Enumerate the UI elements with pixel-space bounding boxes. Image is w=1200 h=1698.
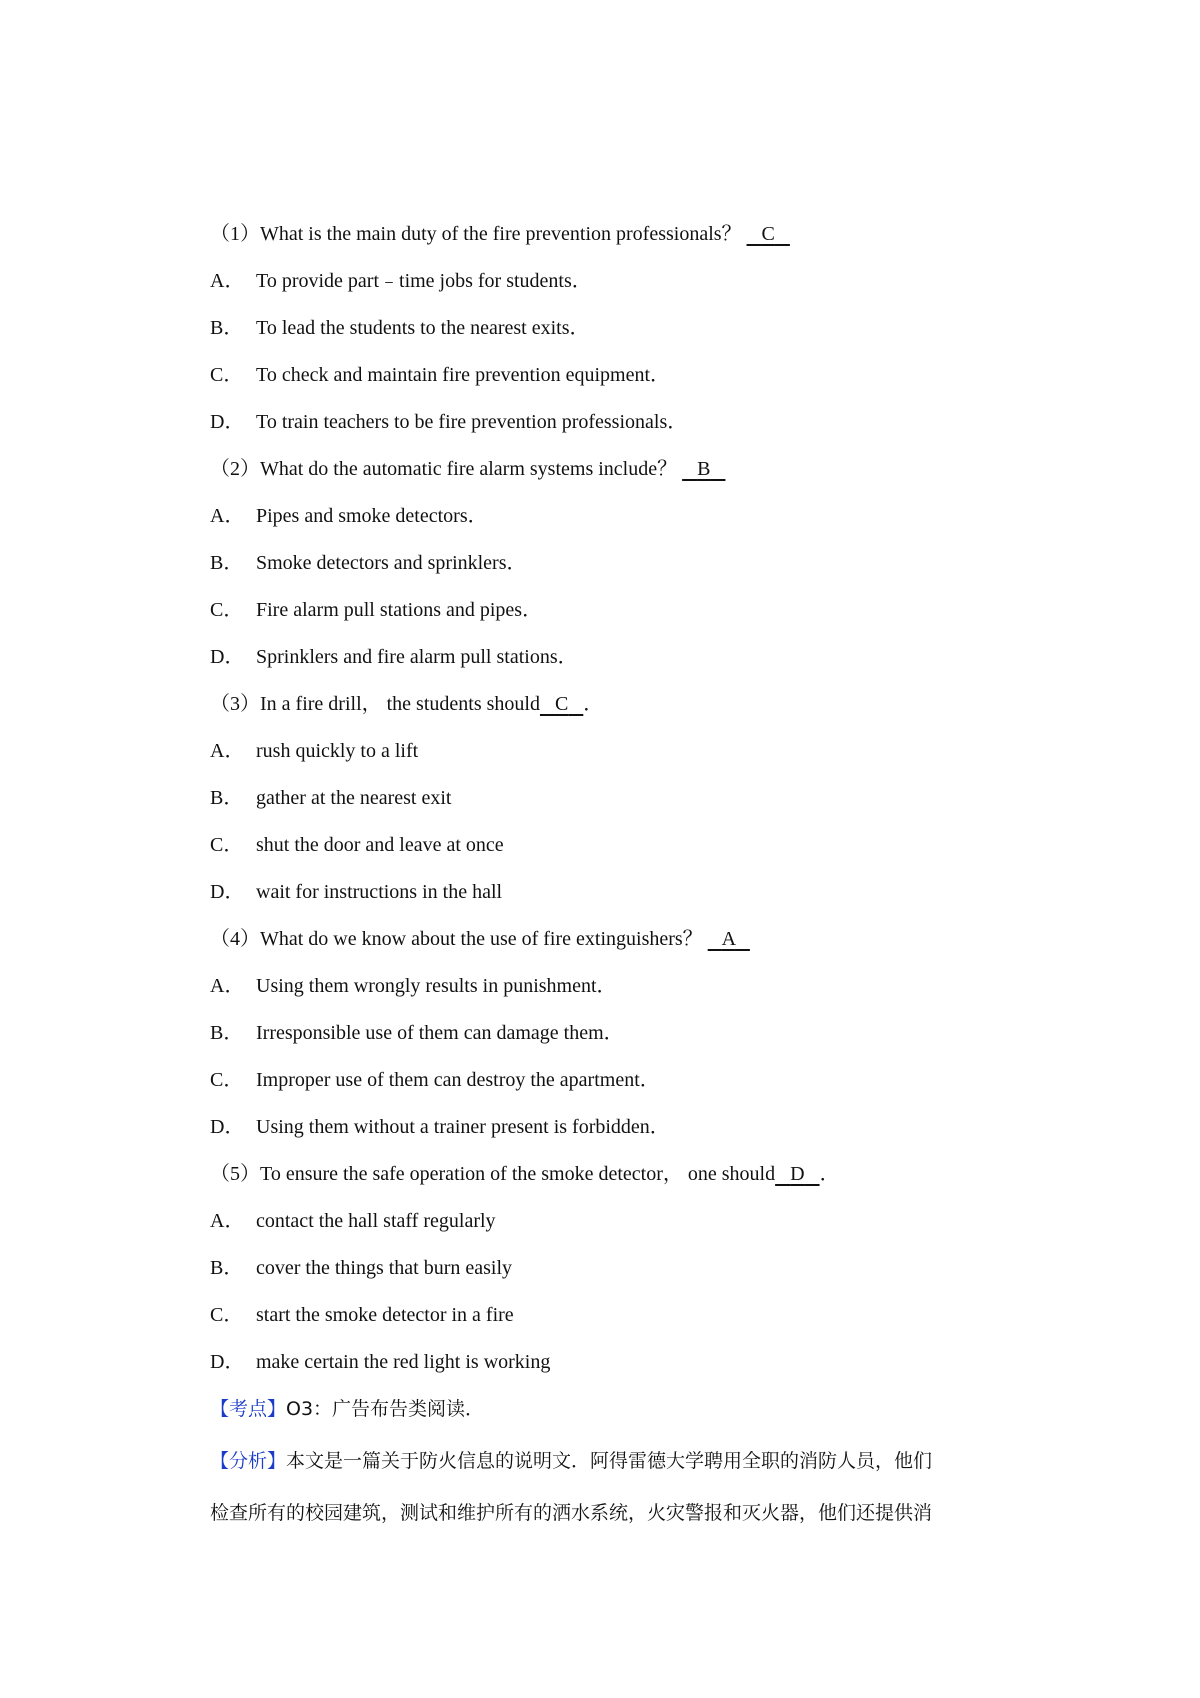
fenxi-tag: 【分析】 [210,1450,287,1472]
answer-blank [747,221,790,247]
question-stem: What do the automatic fire alarm systems include？ [260,458,678,480]
question-stem: What is the main duty of the fire prevention professionals？ [260,223,742,245]
question-number: （4） [210,928,260,950]
option-c [210,1067,660,1093]
fenxi-text-1: 本文是一篇关于防火信息的说明文．阿得雷德大学聘用全职的消防人员，他们 [286,1450,933,1472]
option-text: contact the hall staff regularly [256,1210,496,1232]
answer-blank [708,926,750,952]
option-letter: C． [210,834,244,856]
question-5 [210,1161,840,1187]
answer-blank [775,1161,819,1187]
question-number: （3） [210,693,260,715]
option-letter: C． [210,1304,244,1326]
answer-letter: C [554,693,569,715]
option-letter: B． [210,787,244,809]
option-letter: B． [210,1257,244,1279]
option-letter: A． [210,975,245,997]
option-d [210,644,578,670]
question-1 [210,221,790,247]
option-letter: B． [210,552,244,574]
answer-letter: C [761,223,775,245]
kaodian-tag: 【考点】 [210,1398,287,1420]
option-letter: C． [210,599,244,621]
question-3 [210,691,603,717]
option-text: gather at the nearest exit [256,787,452,809]
option-letter: D． [210,1116,245,1138]
option-text: Using them wrongly results in punishment． [256,975,617,997]
question-stem: In a fire drill， the students should [260,693,540,715]
option-text: start the smoke detector in a fire [256,1304,514,1326]
option-letter: A． [210,505,245,527]
option-text: shut the door and leave at once [256,834,504,856]
option-letter: D． [210,646,245,668]
option-letter: D． [210,881,245,903]
option-text: wait for instructions in the hall [256,881,503,903]
option-c [210,832,504,858]
option-letter: D． [210,1351,245,1373]
option-letter: C． [210,364,244,386]
option-c [210,597,542,623]
answer-blank [682,456,725,482]
question-stem: To ensure the safe operation of the smoke detector， one should [260,1163,776,1185]
fenxi-line-2 [210,1500,932,1526]
option-letter: A． [210,1210,245,1232]
option-d [210,1114,670,1140]
option-letter: B． [210,317,244,339]
fenxi-text-2: 检查所有的校园建筑，测试和维护所有的洒水系统，火灾警报和灭火器，他们还提供消 [210,1502,933,1524]
question-tail: ． [583,693,604,715]
option-letter: B． [210,1022,244,1044]
option-text: Smoke detectors and sprinklers． [256,552,527,574]
option-text: Using them without a trainer present is forbidden． [256,1116,670,1138]
option-text: rush quickly to a lift [256,740,419,762]
option-b [210,315,590,341]
option-c [210,1302,514,1328]
question-number: （2） [210,458,260,480]
option-text: Irresponsible use of them can damage them． [256,1022,624,1044]
option-d [210,1349,550,1375]
option-d [210,879,502,905]
option-text: make certain the red light is working [256,1351,551,1373]
question-2 [210,456,725,482]
option-c [210,362,670,388]
option-text: Pipes and smoke detectors． [256,505,488,527]
option-letter: D． [210,411,245,433]
option-b [210,785,451,811]
option-letter: C． [210,1069,244,1091]
kaodian-text: O3：广告布告类阅读． [286,1398,485,1420]
answer-blank [540,691,583,717]
question-number: （5） [210,1163,260,1185]
answer-letter: D [790,1163,805,1185]
option-b [210,1020,624,1046]
option-b [210,550,527,576]
question-tail: ． [819,1163,840,1185]
option-a [210,503,488,529]
question-stem: What do we know about the use of fire extinguishers？ [260,928,703,950]
option-text: To provide part﹣time jobs for students． [256,270,592,292]
option-text: Fire alarm pull stations and pipes． [256,599,543,621]
option-b [210,1255,512,1281]
kaodian-line [210,1396,484,1422]
option-a [210,973,617,999]
option-text: To train teachers to be fire prevention professionals． [256,411,688,433]
option-text: Improper use of them can destroy the apartment． [256,1069,660,1091]
option-a [210,1208,496,1234]
question-4 [210,926,750,952]
option-d [210,409,687,435]
option-text: Sprinklers and fire alarm pull stations． [256,646,578,668]
question-number: （1） [210,223,260,245]
option-text: cover the things that burn easily [256,1257,513,1279]
option-a [210,268,592,294]
fenxi-line-1 [210,1448,932,1474]
answer-letter: B [697,458,711,480]
option-a [210,738,418,764]
option-letter: A． [210,740,245,762]
option-letter: A． [210,270,245,292]
option-text: To lead the students to the nearest exits． [256,317,590,339]
option-text: To check and maintain fire prevention equipment． [256,364,671,386]
answer-letter: A [721,928,735,950]
